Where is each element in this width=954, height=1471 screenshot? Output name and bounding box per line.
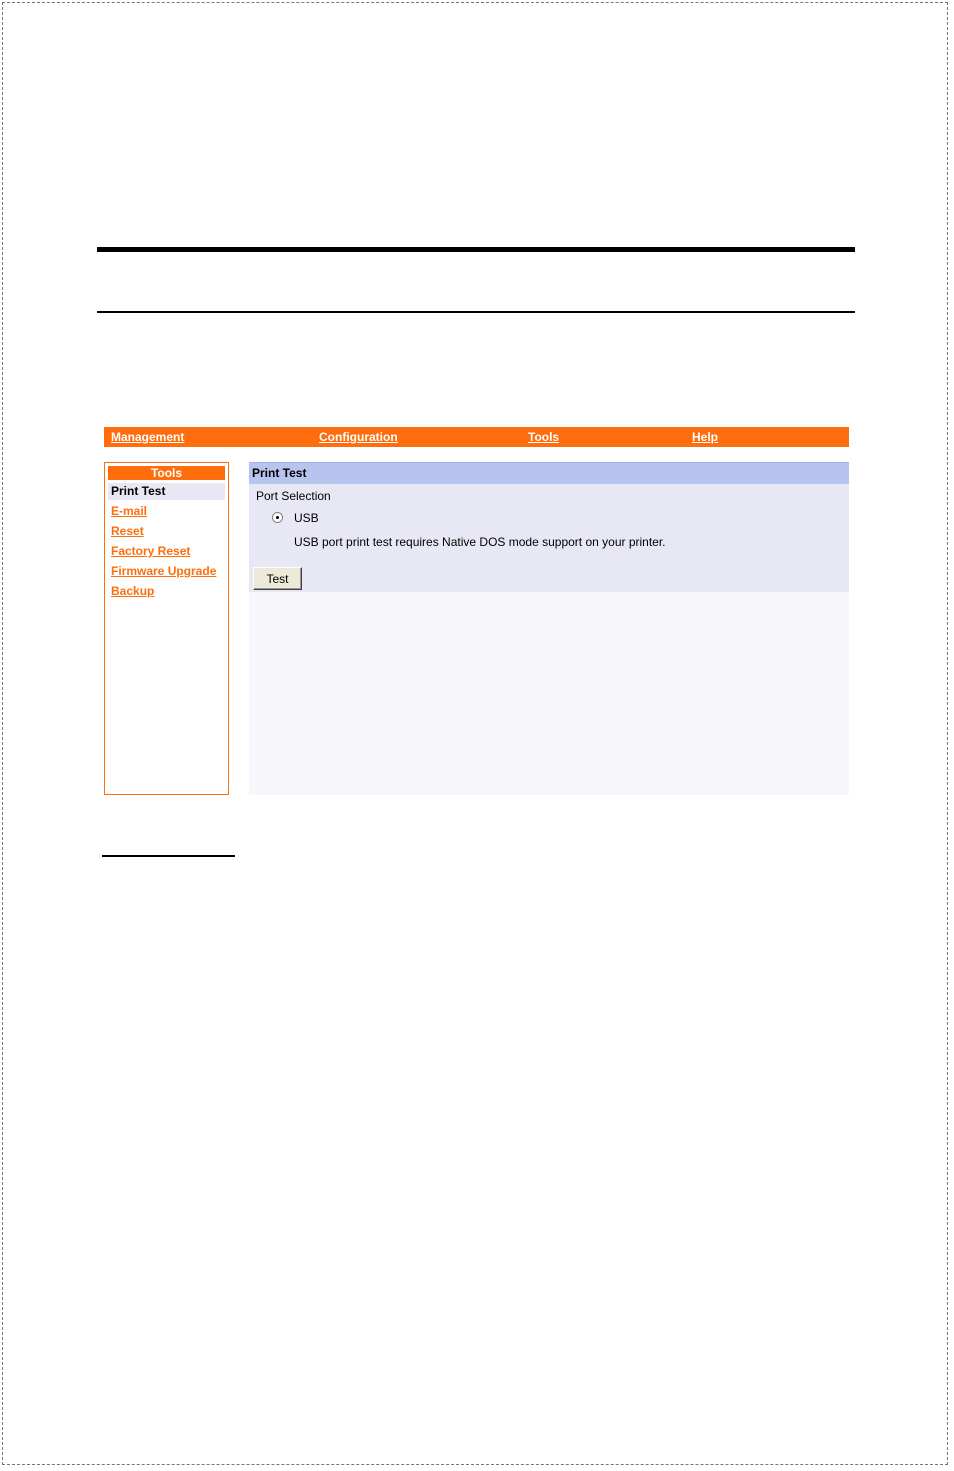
sidebar-item-backup[interactable]: Backup — [111, 584, 155, 598]
header-rule-thin — [97, 311, 855, 313]
test-button[interactable]: Test — [253, 567, 302, 590]
usb-radio-label[interactable]: USB — [294, 511, 319, 525]
footnote-rule — [102, 855, 235, 857]
sidebar-item-email[interactable]: E-mail — [111, 504, 148, 518]
nav-configuration[interactable]: Configuration — [319, 430, 398, 444]
port-selection-panel — [249, 484, 849, 592]
nav-tools[interactable]: Tools — [528, 430, 560, 444]
usb-note-text: USB port print test requires Native DOS mode support on your printer. — [294, 535, 666, 549]
port-selection-label: Port Selection — [256, 489, 331, 503]
tools-sidebar — [104, 462, 229, 795]
sidebar-item-firmware-upgrade[interactable]: Firmware Upgrade — [111, 564, 217, 578]
sidebar-heading: Tools — [108, 466, 225, 480]
sidebar-item-factory-reset[interactable]: Factory Reset — [111, 544, 191, 558]
top-navigation-bar — [104, 427, 849, 447]
page-title: Print Test — [249, 462, 849, 484]
nav-help[interactable]: Help — [692, 430, 719, 444]
print-test-content — [249, 462, 849, 795]
radio-selected-dot — [276, 516, 279, 519]
sidebar-item-reset[interactable]: Reset — [111, 524, 144, 538]
sidebar-item-print-test[interactable]: Print Test — [108, 483, 225, 500]
nav-management[interactable]: Management — [111, 430, 185, 444]
usb-radio[interactable] — [272, 512, 283, 523]
header-rule-thick — [97, 247, 855, 252]
